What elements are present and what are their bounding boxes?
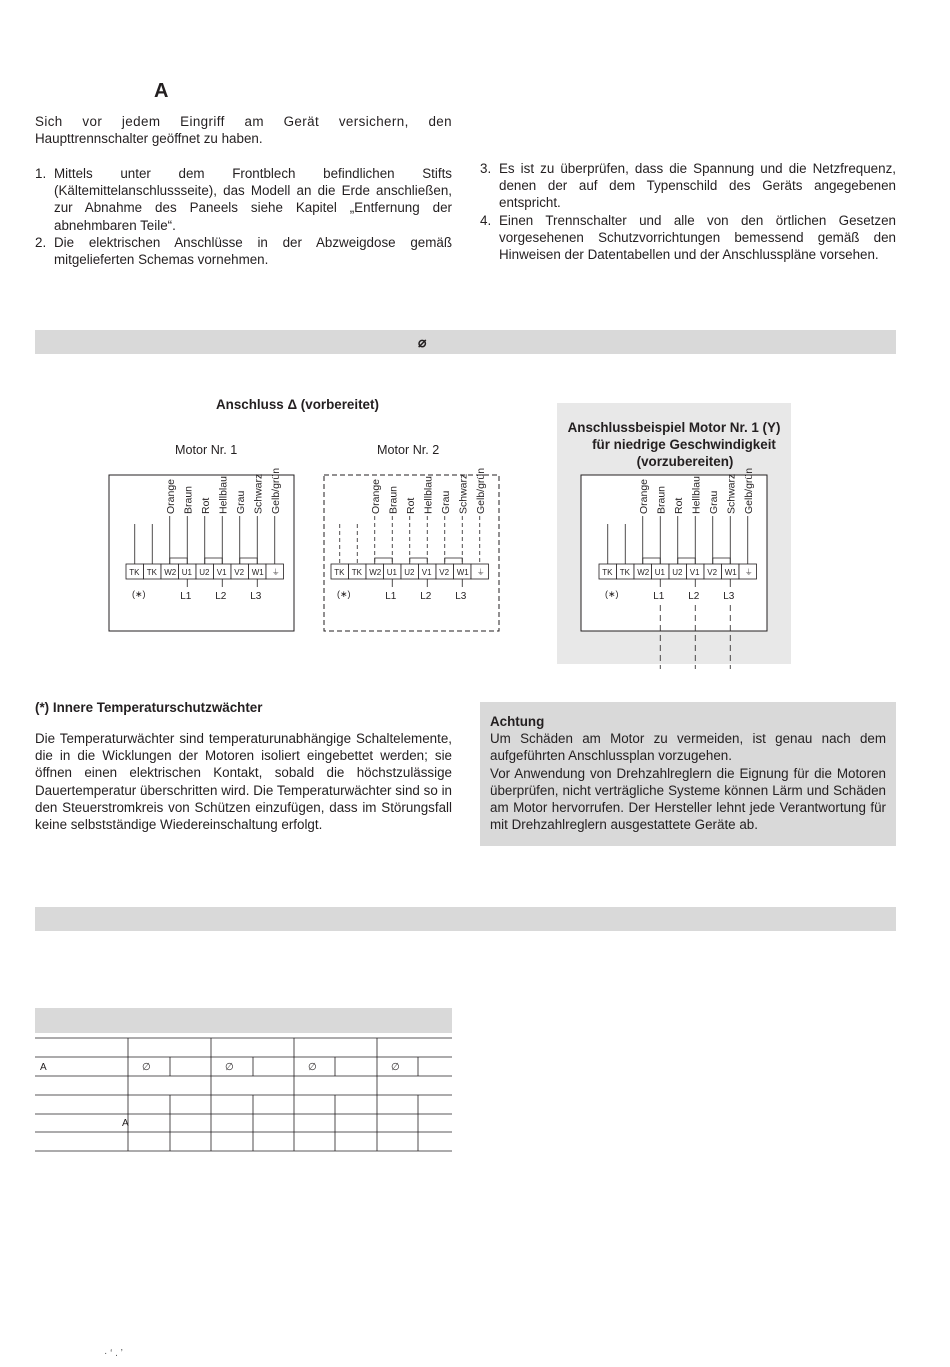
terminal-label: TK (146, 568, 157, 577)
terminal-label: W2 (369, 568, 382, 577)
line-label: L2 (215, 591, 227, 602)
terminal-label: TK (619, 568, 630, 577)
line-label: L2 (688, 591, 700, 602)
wire-color-label: Orange (164, 478, 177, 514)
footnote-mark: (∗) (605, 589, 619, 599)
wire-color-label: Hellblau (422, 476, 435, 514)
wire-color-label: Schwarz (725, 473, 738, 514)
terminal-label: TK (129, 568, 140, 577)
terminal-label: ⏚ (744, 568, 753, 577)
connection-title: Anschluss Δ (vorbereitet) (216, 397, 379, 412)
table-diameter-symbol: ∅ (308, 1062, 317, 1073)
example-title-line: (vorzubereiten) (636, 454, 734, 469)
wire-color-label: Gelb/grün (269, 467, 282, 514)
line-label: L2 (420, 591, 432, 602)
terminal-label: ⏚ (476, 568, 485, 577)
terminal-label: U2 (199, 568, 210, 577)
terminal-label: W2 (164, 568, 177, 577)
footnote-text: Die Temperaturwächter sind temperaturunabhängige Schaltelemente, die in die Wicklungen der Motoren isoliert eingebettet werden; sie öffnen einen elektrischen Kontakt, sobald die höchstzulässige Dauertemperatur überschritten wird. Die Temperaturwächter sind so in den Steuerstromkreis von Schützen einzufügen, dass im Störungsfall keine selbstständige Wiedereinschaltung erfolgt. (35, 731, 452, 833)
wire-color-label: Braun (387, 485, 400, 514)
list-number: 1. (35, 166, 47, 181)
warning-title: Achtung (490, 714, 545, 729)
intro-line: Sich vor jedem Eingriff am Gerät versichern, den (35, 114, 452, 129)
wire-color-label: Grau (707, 490, 720, 514)
wire-color-label: Schwarz (457, 473, 470, 514)
intro-line: Haupttrennschalter geöffnet zu haben. (35, 131, 263, 147)
wire-color-label: Grau (234, 490, 247, 514)
list-text: Einen Trennschalter und alle von den örtlichen Gesetzen vorgesehenen Schutzvorrichtungen bemessend gemäß den Hinweisen der Datentabellen und der Anschlusspläne vorsehen. (499, 212, 896, 263)
terminal-label: U1 (654, 568, 665, 577)
table-diameter-symbol: ∅ (142, 1062, 151, 1073)
warning-text: Vor Anwendung von Drehzahlreglern die Eignung für die Motoren überprüfen, nicht verträgliche Systeme können Lärm und Schäden am Motor hervorrufen. Der Hersteller lehnt jede Verantwortung für mit Drehzahlreglern ausgestattete Geräte ab. (490, 765, 886, 833)
terminal-label: ⏚ (271, 568, 280, 577)
list-text: Die elektrischen Anschlüsse in der Abzweigdose gemäß mitgelieferten Schemas vornehmen. (54, 234, 452, 268)
terminal-label: U2 (404, 568, 415, 577)
wire-color-label: Hellblau (690, 476, 703, 514)
terminal-label: W2 (637, 568, 650, 577)
terminal-label: V1 (689, 568, 700, 577)
wire-color-label: Gelb/grün (742, 467, 755, 514)
list-text: Es ist zu überprüfen, dass die Spannung und die Netzfrequenz, denen der auf dem Typenschild des Geräts angegebenen entspricht. (499, 161, 896, 211)
line-label: L1 (385, 591, 397, 602)
terminal-label: U2 (672, 568, 683, 577)
footnote-mark: (∗) (337, 589, 351, 599)
terminal-label: TK (351, 568, 362, 577)
line-label: L3 (723, 591, 735, 602)
footnote-mark: (∗) (132, 589, 146, 599)
diameter-symbol: ⌀ (418, 334, 427, 350)
wire-color-label: Rot (672, 497, 685, 514)
terminal-label: TK (602, 568, 613, 577)
wire-color-label: Braun (182, 485, 195, 514)
list-number: 4. (480, 212, 492, 228)
list-number: 2. (35, 234, 47, 250)
footnote-title: (*) Innere Temperaturschutzwächter (35, 700, 263, 715)
line-label: L1 (180, 591, 192, 602)
footer-marks: · ‘ . ’ (104, 1348, 123, 1359)
terminal-label: U1 (386, 568, 397, 577)
table-diameter-symbol: ∅ (225, 1062, 234, 1073)
line-label: L1 (653, 591, 665, 602)
wire-color-label: Rot (199, 497, 212, 514)
example-title-line: Anschlussbeispiel Motor Nr. 1 (Y) (567, 420, 781, 435)
terminal-label: W1 (724, 568, 737, 577)
terminal-label: V1 (421, 568, 432, 577)
section-heading: A (154, 80, 169, 102)
line-label: L3 (250, 591, 262, 602)
warning-text: Um Schäden am Motor zu vermeiden, ist genau nach dem aufgeführten Anschlussplan vorzugehen. (490, 731, 886, 764)
wire-color-label: Schwarz (252, 473, 265, 514)
motor2-title: Motor Nr. 2 (377, 443, 440, 457)
terminal-label: W1 (251, 568, 264, 577)
wire-color-label: Orange (369, 478, 382, 514)
table-diameter-symbol: ∅ (391, 1062, 400, 1073)
wire-color-label: Hellblau (217, 476, 230, 514)
terminal-label: U1 (181, 568, 192, 577)
table-row-label: A (40, 1062, 47, 1073)
example-title-line: für niedrige Geschwindigkeit (592, 437, 776, 452)
table-row-label: A (122, 1118, 129, 1129)
line-label: L3 (455, 591, 467, 602)
motor1-title: Motor Nr. 1 (175, 443, 238, 457)
list-number: 3. (480, 161, 492, 176)
terminal-label: V2 (439, 568, 450, 577)
terminal-label: V2 (234, 568, 245, 577)
terminal-label: V1 (216, 568, 227, 577)
wire-color-label: Braun (655, 485, 668, 514)
terminal-label: W1 (456, 568, 469, 577)
wire-color-label: Gelb/grün (474, 467, 487, 514)
list-text: Mittels unter dem Frontblech befindlichen Stifts (Kältemittelanschlussseite), das Modell an die Erde anschließen, zur Abnahme des Paneels siehe Kapitel „Entfernung der abnehmbaren Teile“. (54, 166, 452, 233)
wire-color-label: Rot (404, 497, 417, 514)
terminal-label: V2 (707, 568, 718, 577)
wire-color-label: Orange (637, 478, 650, 514)
wire-color-label: Grau (439, 490, 452, 514)
terminal-label: TK (334, 568, 345, 577)
